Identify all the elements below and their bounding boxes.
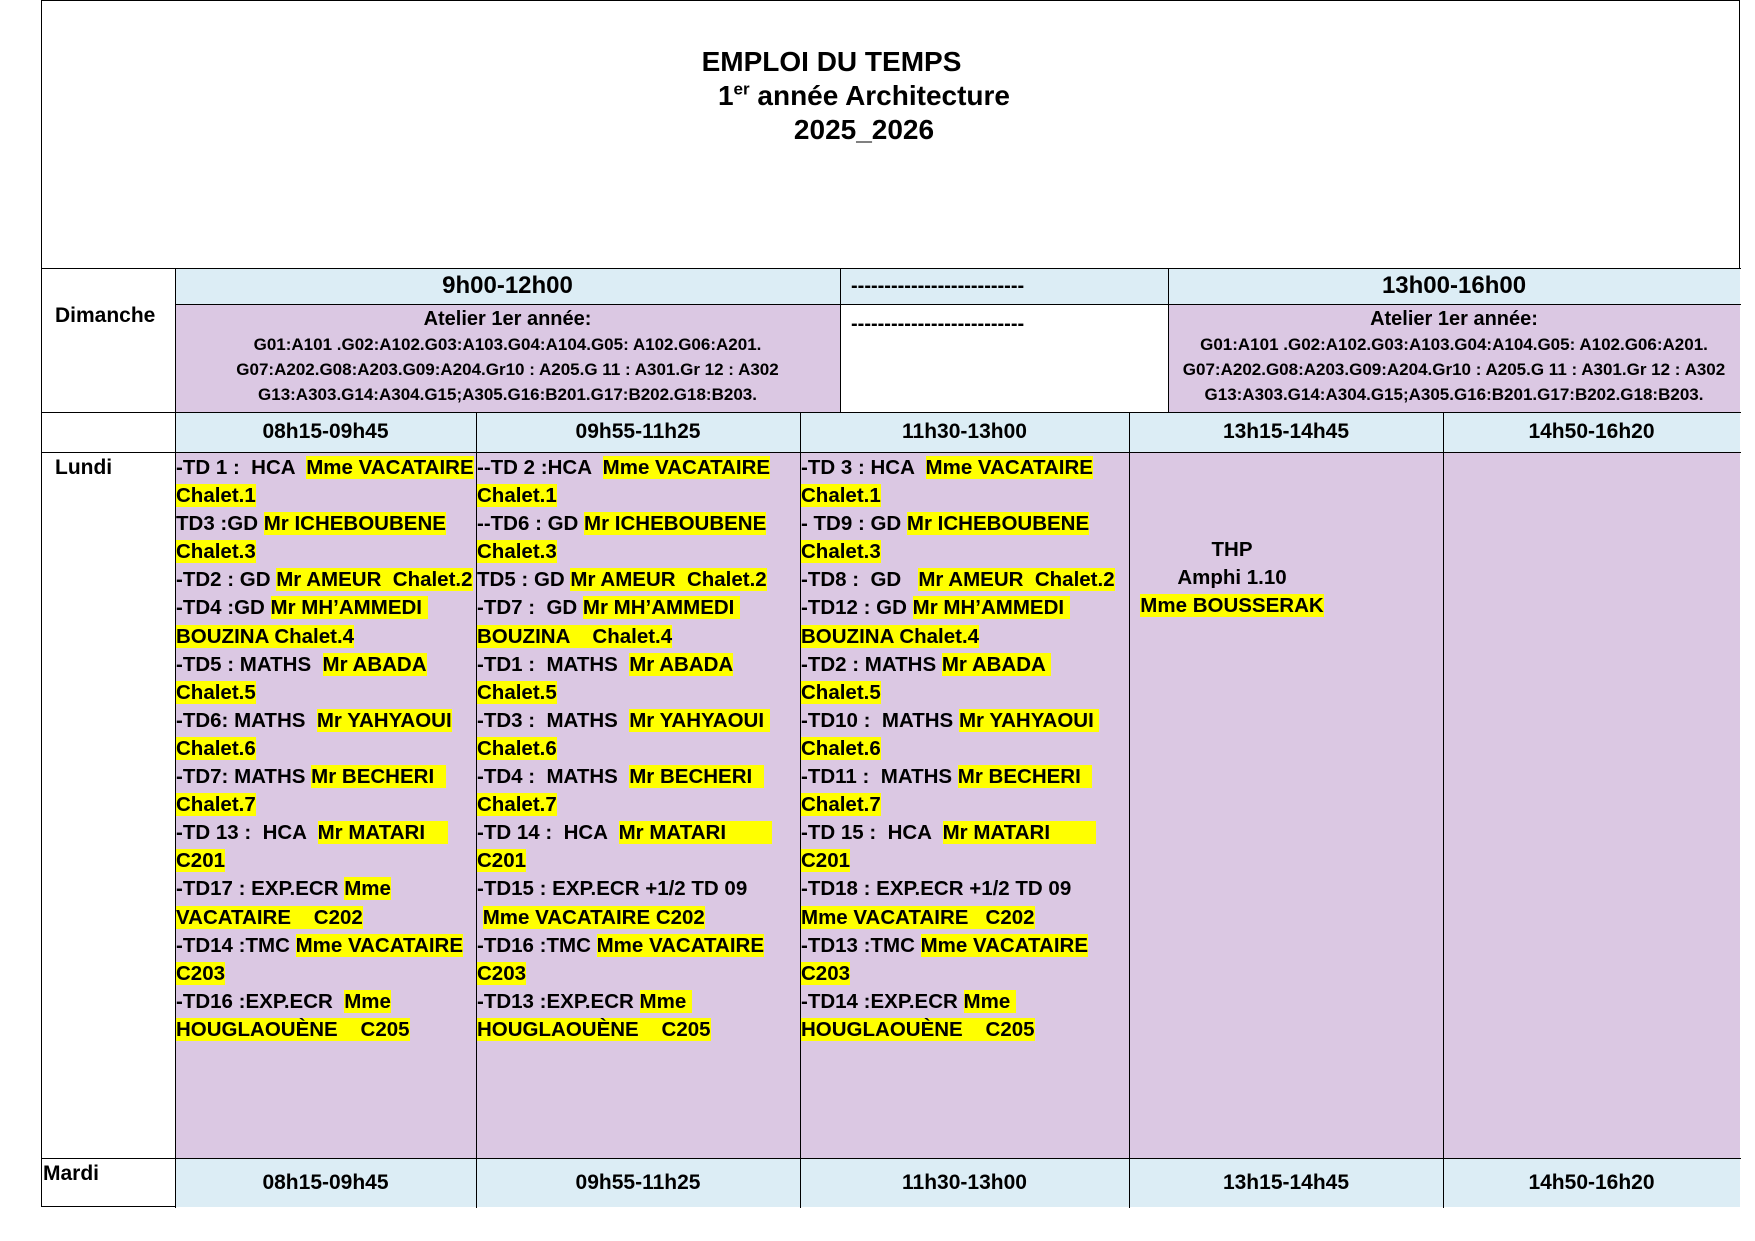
course-text: -TD7 : GD bbox=[477, 596, 583, 620]
highlighted-text: Mme VACATAIRE bbox=[596, 933, 765, 957]
sunday-atelier-morning: Atelier 1er année: G01:A101 .G02:A102.G03:A103.G04:A104.G05: A102.G06:A201. G07:A202.G08:A203.G09:A204.Gr10 : A205.G 11 : A301.Gr 12 : A302 G13:A303.G14:A304.G15;A305.G16:B201.G17:B202.G18:B203. bbox=[175, 304, 840, 412]
monday-col-2 bbox=[476, 452, 800, 1158]
course-text: - TD9 : GD bbox=[801, 512, 907, 536]
tuesday-slot-3: 11h30-13h00 bbox=[800, 1158, 1129, 1207]
course-line bbox=[176, 510, 476, 538]
course-text: -TD18 : EXP.ECR +1/2 TD 09 bbox=[801, 877, 1072, 901]
course-line bbox=[801, 763, 1129, 791]
highlighted-text: Mr BECHERI bbox=[957, 765, 1093, 789]
highlighted-text: Mme VACATAIRE C202 bbox=[801, 905, 1035, 929]
highlighted-text: Chalet.6 bbox=[801, 736, 881, 760]
course-text: -TD 14 : HCA bbox=[477, 821, 619, 845]
course-line bbox=[801, 707, 1129, 735]
highlighted-text: Chalet.6 bbox=[477, 736, 557, 760]
highlighted-text: Mme bbox=[639, 989, 692, 1013]
highlighted-text: Mr AMEUR Chalet.2 bbox=[918, 568, 1115, 592]
highlighted-text: C201 bbox=[176, 849, 226, 873]
highlighted-text: Mme VACATAIRE bbox=[602, 456, 771, 479]
highlighted-text: C203 bbox=[477, 961, 527, 985]
thp-block bbox=[1129, 536, 1335, 620]
course-text: -TD2 : GD bbox=[176, 568, 277, 592]
course-line bbox=[176, 454, 476, 482]
course-text: -TD17 : EXP.ECR bbox=[176, 877, 345, 901]
highlighted-text: Chalet.5 bbox=[801, 680, 881, 704]
sunday-slot-middle: -------------------------- bbox=[840, 268, 1168, 304]
highlighted-text: Chalet.3 bbox=[176, 540, 256, 564]
course-line bbox=[801, 623, 1129, 651]
highlighted-text: Mr BECHERI bbox=[629, 765, 764, 789]
sunday-slot-afternoon: 13h00-16h00 bbox=[1168, 268, 1740, 304]
thp-teacher: Mme BOUSSERAK bbox=[1140, 594, 1324, 617]
highlighted-text: Mr ABADA bbox=[629, 652, 734, 676]
course-line bbox=[176, 707, 476, 735]
course-line bbox=[176, 988, 476, 1016]
highlighted-text: Mr YAHYAOUI bbox=[629, 708, 770, 732]
highlighted-text: Mr BECHERI bbox=[311, 765, 446, 789]
course-line bbox=[801, 510, 1129, 538]
highlighted-text: C201 bbox=[801, 849, 851, 873]
monday-slot-5: 14h50-16h20 bbox=[1443, 412, 1740, 452]
highlighted-text: C203 bbox=[801, 961, 851, 985]
course-text: -TD 3 : HCA bbox=[801, 456, 926, 479]
monday-slot-4: 13h15-14h45 bbox=[1129, 412, 1443, 452]
title-line-2: 1er année Architecture bbox=[717, 79, 1011, 111]
highlighted-text: Chalet.7 bbox=[801, 793, 881, 817]
course-text: --TD6 : GD bbox=[477, 512, 585, 536]
timetable-sheet bbox=[41, 0, 1740, 1207]
course-line bbox=[176, 538, 476, 566]
highlighted-text: Chalet.1 bbox=[801, 484, 881, 508]
course-text: -TD5 : MATHS bbox=[176, 652, 323, 676]
course-line bbox=[801, 847, 1129, 875]
course-text: -TD1 : MATHS bbox=[477, 652, 630, 676]
course-text: -TD4 :GD bbox=[176, 596, 271, 620]
course-line bbox=[801, 482, 1129, 510]
highlighted-text: Mme bbox=[344, 877, 391, 901]
highlighted-text: Mr MATARI bbox=[317, 821, 448, 845]
course-line bbox=[477, 735, 800, 763]
course-line bbox=[801, 904, 1129, 932]
course-text: -TD 13 : HCA bbox=[176, 821, 318, 845]
course-text: -TD6: MATHS bbox=[176, 708, 317, 732]
course-line bbox=[801, 1016, 1129, 1044]
monday-col-4 bbox=[1129, 452, 1443, 1158]
course-line bbox=[176, 679, 476, 707]
highlighted-text: Chalet.1 bbox=[477, 484, 557, 508]
highlighted-text: BOUZINA bbox=[176, 624, 275, 648]
course-text: TD3 :GD bbox=[176, 512, 264, 536]
course-line bbox=[477, 819, 800, 847]
course-line bbox=[176, 623, 476, 651]
monday-slot-1: 08h15-09h45 bbox=[175, 412, 476, 452]
course-line bbox=[477, 904, 800, 932]
tuesday-slot-2: 09h55-11h25 bbox=[476, 1158, 800, 1207]
course-line bbox=[801, 988, 1129, 1016]
course-line bbox=[176, 819, 476, 847]
highlighted-text: Chalet.4 bbox=[274, 624, 355, 648]
course-line bbox=[176, 735, 476, 763]
course-line bbox=[477, 763, 800, 791]
sunday-middle-content: -------------------------- bbox=[851, 313, 1025, 335]
course-line bbox=[176, 904, 476, 932]
course-text: --TD 2 :HCA bbox=[477, 456, 603, 479]
course-text: -TD15 : EXP.ECR +1/2 TD 09 bbox=[477, 877, 748, 901]
course-text: -TD16 :EXP.ECR bbox=[176, 989, 345, 1013]
course-line bbox=[176, 566, 476, 594]
title-line-1: EMPLOI DU TEMPS bbox=[701, 46, 962, 77]
highlighted-text: Chalet.3 bbox=[477, 540, 557, 564]
course-text: TD5 : GD bbox=[477, 568, 571, 592]
highlighted-text: Mr AMEUR Chalet.2 bbox=[570, 568, 767, 592]
course-line bbox=[801, 932, 1129, 960]
course-line bbox=[477, 679, 800, 707]
course-line bbox=[176, 1016, 476, 1044]
course-text: -TD11 : MATHS bbox=[801, 765, 958, 789]
highlighted-text: Mme VACATAIRE bbox=[920, 933, 1089, 957]
highlighted-text: HOUGLAOUÈNE C205 bbox=[477, 1017, 711, 1041]
highlighted-text: C203 bbox=[176, 961, 226, 985]
course-text: -TD 15 : HCA bbox=[801, 821, 943, 845]
course-text: -TD12 : GD bbox=[801, 596, 913, 620]
highlighted-text: Mme VACATAIRE bbox=[925, 456, 1093, 479]
monday-col-3 bbox=[800, 452, 1129, 1158]
course-text: -TD14 :EXP.ECR bbox=[801, 989, 964, 1013]
highlighted-text: Mme VACATAIRE bbox=[482, 905, 656, 929]
highlighted-text: Chalet.4 bbox=[899, 624, 980, 648]
course-text: -TD13 :TMC bbox=[801, 933, 921, 957]
highlighted-text: Chalet.4 bbox=[592, 624, 673, 648]
course-line bbox=[801, 875, 1129, 903]
course-line bbox=[477, 988, 800, 1016]
highlighted-text: Mr ICHEBOUBENE bbox=[906, 512, 1090, 536]
tuesday-slot-5: 14h50-16h20 bbox=[1443, 1158, 1740, 1207]
monday-slot-3: 11h30-13h00 bbox=[800, 412, 1129, 452]
thp-room: Amphi 1.10 bbox=[1177, 566, 1287, 589]
highlighted-text: C201 bbox=[477, 849, 527, 873]
course-line bbox=[176, 791, 476, 819]
course-line bbox=[477, 594, 800, 622]
course-line bbox=[477, 510, 800, 538]
highlighted-text: HOUGLAOUÈNE C205 bbox=[801, 1017, 1035, 1041]
monday-slot-2: 09h55-11h25 bbox=[476, 412, 800, 452]
course-line bbox=[176, 847, 476, 875]
highlighted-text: Chalet.6 bbox=[176, 736, 256, 760]
course-line bbox=[477, 932, 800, 960]
course-line bbox=[801, 679, 1129, 707]
highlighted-text: BOUZINA bbox=[477, 624, 593, 648]
highlighted-text: Mr ICHEBOUBENE bbox=[584, 512, 767, 536]
highlighted-text: Mr ABADA bbox=[322, 652, 427, 676]
course-text bbox=[477, 906, 483, 929]
sunday-atelier-afternoon: Atelier 1er année: G01:A101 .G02:A102.G03:A103.G04:A104.G05: A102.G06:A201. G07:A202.G08:A203.G09:A204.Gr10 : A205.G 11 : A301.Gr 12 : A302 G13:A303.G14:A304.G15;A305.G16:B201.G17:B202.G18:B203. bbox=[1168, 304, 1740, 412]
course-line bbox=[477, 707, 800, 735]
course-text: -TD3 : MATHS bbox=[477, 708, 630, 732]
highlighted-text: Mr MH’AMMEDI bbox=[270, 596, 428, 620]
course-line bbox=[176, 594, 476, 622]
highlighted-text: Mr YAHYAOUI bbox=[316, 708, 452, 732]
highlighted-text: Chalet.5 bbox=[477, 680, 557, 704]
course-text: -TD16 :TMC bbox=[477, 933, 597, 957]
course-line bbox=[477, 566, 800, 594]
course-text: -TD13 :EXP.ECR bbox=[477, 989, 640, 1013]
highlighted-text: VACATAIRE C202 bbox=[176, 905, 363, 929]
highlighted-text: Mme bbox=[344, 989, 391, 1013]
highlighted-text: Mr ABADA bbox=[941, 652, 1051, 676]
highlighted-text: Mr YAHYAOUI bbox=[958, 708, 1100, 732]
course-line bbox=[801, 454, 1129, 482]
highlighted-text: Chalet.5 bbox=[176, 680, 256, 704]
day-label-tuesday: Mardi bbox=[43, 1162, 100, 1185]
course-line bbox=[477, 847, 800, 875]
tuesday-slot-1: 08h15-09h45 bbox=[175, 1158, 476, 1207]
day-label-monday: Lundi bbox=[55, 456, 113, 479]
course-line bbox=[477, 1016, 800, 1044]
monday-col-5 bbox=[1443, 452, 1740, 1158]
course-line bbox=[477, 482, 800, 510]
highlighted-text: Mme bbox=[963, 989, 1016, 1013]
course-line bbox=[801, 594, 1129, 622]
course-text: -TD4 : MATHS bbox=[477, 765, 630, 789]
highlighted-text: Chalet.1 bbox=[176, 484, 256, 508]
course-line bbox=[176, 960, 476, 988]
highlighted-text: HOUGLAOUÈNE C205 bbox=[176, 1017, 410, 1041]
highlighted-text: BOUZINA bbox=[801, 624, 900, 648]
course-line bbox=[801, 819, 1129, 847]
course-line bbox=[477, 960, 800, 988]
course-line bbox=[477, 623, 800, 651]
monday-col-1 bbox=[175, 452, 476, 1158]
highlighted-text: Mr MATARI bbox=[618, 821, 772, 845]
course-text: -TD10 : MATHS bbox=[801, 708, 959, 732]
course-line bbox=[477, 791, 800, 819]
highlighted-text: Mr MH’AMMEDI bbox=[582, 596, 741, 620]
course-line bbox=[801, 735, 1129, 763]
course-text: -TD14 :TMC bbox=[176, 933, 296, 957]
title-line-3: 2025_2026 bbox=[793, 114, 935, 145]
course-line bbox=[801, 566, 1129, 594]
course-line bbox=[801, 538, 1129, 566]
title-block bbox=[42, 45, 1741, 147]
course-line bbox=[477, 875, 800, 903]
course-text: -TD 1 : HCA bbox=[176, 456, 307, 479]
course-text: -TD7: MATHS bbox=[176, 765, 312, 789]
highlighted-text: Mr AMEUR Chalet.2 bbox=[276, 568, 473, 592]
sunday-slot-morning: 9h00-12h00 bbox=[175, 268, 840, 304]
course-line bbox=[477, 651, 800, 679]
highlighted-text: Mr MATARI bbox=[942, 821, 1096, 845]
highlighted-text: Mme VACATAIRE bbox=[295, 933, 464, 957]
highlighted-text: Chalet.7 bbox=[477, 793, 557, 817]
highlighted-text: Chalet.3 bbox=[801, 540, 881, 564]
course-line bbox=[477, 538, 800, 566]
highlighted-text: Mr ICHEBOUBENE bbox=[263, 512, 446, 536]
course-line bbox=[176, 875, 476, 903]
tuesday-slot-4: 13h15-14h45 bbox=[1129, 1158, 1443, 1207]
course-line bbox=[176, 932, 476, 960]
thp-course: THP bbox=[1211, 538, 1253, 561]
course-line bbox=[801, 960, 1129, 988]
course-line bbox=[176, 763, 476, 791]
course-text: -TD8 : GD bbox=[801, 568, 919, 592]
course-line bbox=[176, 651, 476, 679]
day-label-sunday: Dimanche bbox=[55, 304, 156, 327]
course-line bbox=[801, 791, 1129, 819]
course-line bbox=[477, 454, 800, 482]
highlighted-text: Chalet.7 bbox=[176, 793, 256, 817]
highlighted-text: C202 bbox=[655, 905, 705, 929]
course-line bbox=[176, 482, 476, 510]
course-text: -TD2 : MATHS bbox=[801, 652, 942, 676]
highlighted-text: Mme VACATAIRE bbox=[306, 456, 474, 479]
highlighted-text: Mr MH’AMMEDI bbox=[912, 596, 1070, 620]
course-line bbox=[801, 651, 1129, 679]
